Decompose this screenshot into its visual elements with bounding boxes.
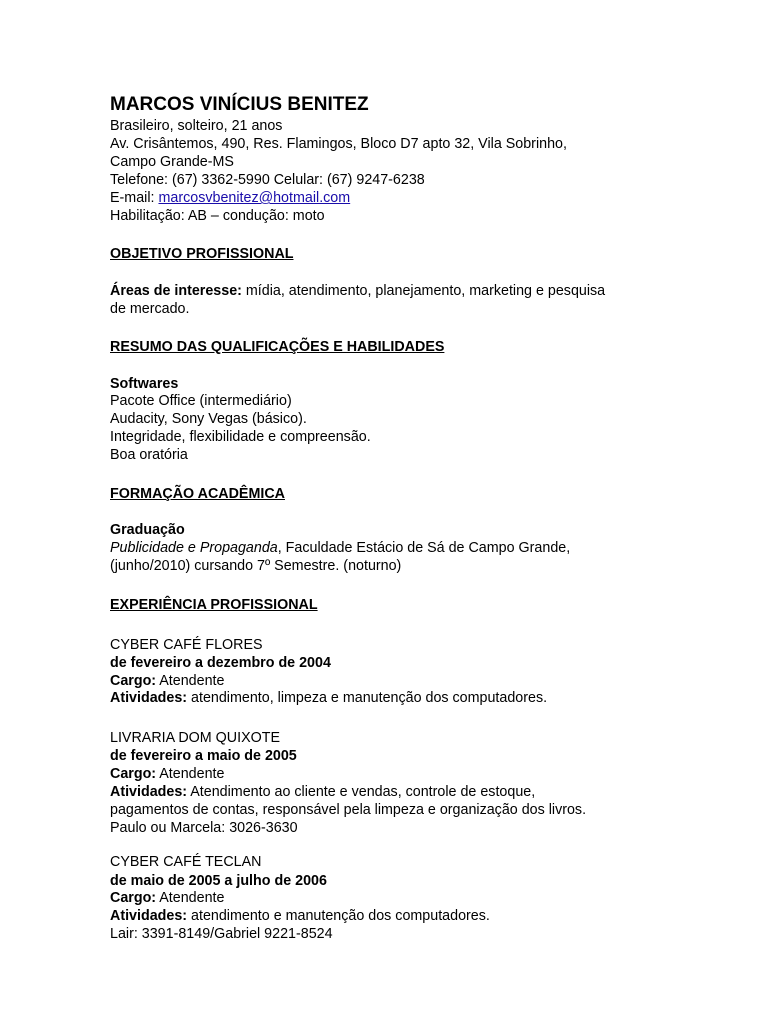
- activities-value: atendimento e manutenção dos computadores.: [187, 908, 490, 924]
- job-activities-2: pagamentos de contas, responsável pela limpeza e organização dos livros.: [110, 802, 587, 818]
- education-line-2: (junho/2010) cursando 7º Semestre. (noturno): [110, 558, 402, 574]
- objective-line-2: de mercado.: [110, 301, 190, 317]
- objective-line: [110, 282, 605, 300]
- job-activities: [110, 907, 490, 925]
- section-title-education: FORMAÇÃO ACADÊMICA: [110, 486, 285, 502]
- cargo-label: Cargo:: [110, 673, 157, 689]
- candidate-name: MARCOS VINÍCIUS BENITEZ: [110, 94, 369, 115]
- skill-item: Integridade, flexibilidade e compreensão.: [110, 429, 371, 445]
- email-label: E-mail:: [110, 190, 159, 206]
- objective-label: Áreas de interesse:: [110, 283, 242, 299]
- education-subtitle: Graduação: [110, 522, 185, 538]
- section-title-objective: OBJETIVO PROFISSIONAL: [110, 246, 294, 262]
- objective-text: mídia, atendimento, planejamento, marketing e pesquisa: [241, 283, 606, 299]
- job-activities: [110, 783, 535, 801]
- activities-value: Atendimento ao cliente e vendas, controle de estoque,: [187, 784, 536, 800]
- city-line: Campo Grande-MS: [110, 154, 234, 170]
- activities-label: Atividades:: [110, 908, 188, 924]
- job-period: de maio de 2005 a julho de 2006: [110, 873, 327, 889]
- license-line: Habilitação: AB – condução: moto: [110, 208, 325, 224]
- cargo-value: Atendente: [156, 673, 225, 689]
- section-title-skills: RESUMO DAS QUALIFICAÇÕES E HABILIDADES: [110, 339, 445, 355]
- phone-line: Telefone: (67) 3362-5990 Celular: (67) 9247-6238: [110, 172, 425, 188]
- personal-info: Brasileiro, solteiro, 21 anos: [110, 118, 283, 134]
- cargo-value: Atendente: [156, 890, 225, 906]
- email-line: [110, 189, 350, 207]
- cargo-label: Cargo:: [110, 890, 157, 906]
- job-company: CYBER CAFÉ TECLAN: [110, 854, 262, 870]
- job-company: CYBER CAFÉ FLORES: [110, 637, 263, 653]
- job-period: de fevereiro a maio de 2005: [110, 748, 297, 764]
- skills-subtitle: Softwares: [110, 376, 179, 392]
- skill-item: Boa oratória: [110, 447, 188, 463]
- skill-item: Pacote Office (intermediário): [110, 393, 292, 409]
- education-line: [110, 539, 570, 557]
- job-cargo: [110, 889, 224, 907]
- activities-label: Atividades:: [110, 690, 188, 706]
- job-reference: Paulo ou Marcela: 3026-3630: [110, 820, 298, 836]
- course-name: Publicidade e Propaganda: [110, 540, 278, 556]
- section-title-experience: EXPERIÊNCIA PROFISSIONAL: [110, 597, 318, 613]
- institution: , Faculdade Estácio de Sá de Campo Grande,: [277, 540, 571, 556]
- job-reference: Lair: 3391-8149/Gabriel 9221-8524: [110, 926, 333, 942]
- cargo-label: Cargo:: [110, 766, 157, 782]
- job-company: LIVRARIA DOM QUIXOTE: [110, 730, 281, 746]
- job-cargo: [110, 765, 224, 783]
- email-link[interactable]: marcosvbenitez@hotmail.com: [158, 190, 351, 206]
- job-period: de fevereiro a dezembro de 2004: [110, 655, 331, 671]
- address-line: Av. Crisântemos, 490, Res. Flamingos, Bloco D7 apto 32, Vila Sobrinho,: [110, 136, 567, 152]
- activities-label: Atividades:: [110, 784, 188, 800]
- cargo-value: Atendente: [156, 766, 225, 782]
- activities-value: atendimento, limpeza e manutenção dos computadores.: [187, 690, 548, 706]
- skill-item: Audacity, Sony Vegas (básico).: [110, 411, 307, 427]
- job-cargo: [110, 672, 224, 690]
- job-activities: [110, 689, 547, 707]
